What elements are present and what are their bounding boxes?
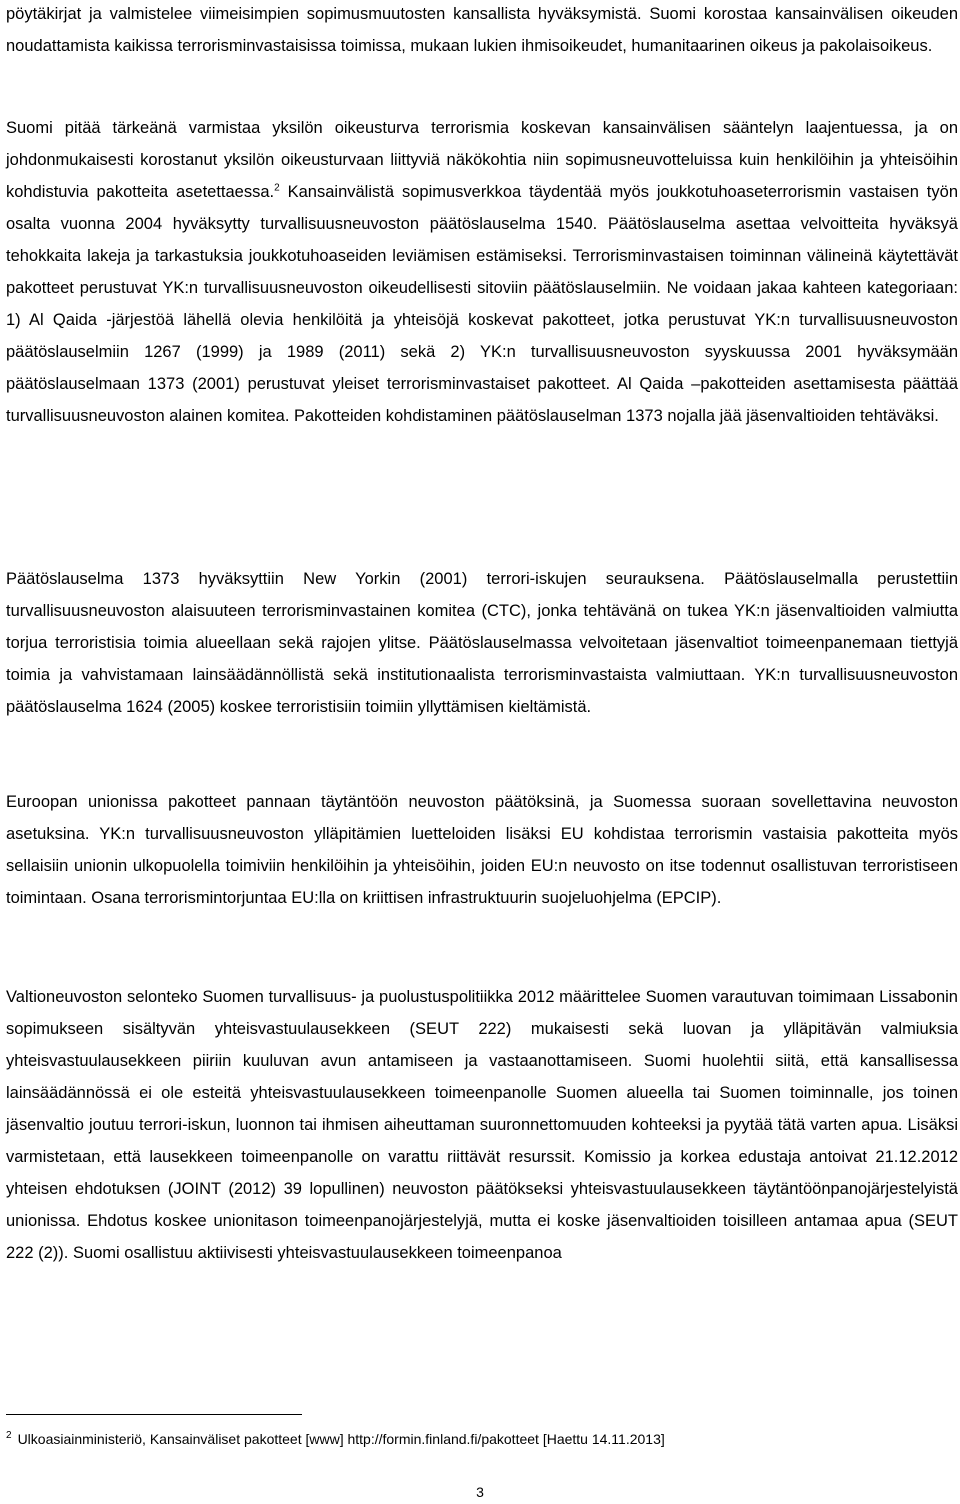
- paragraph-resolution-1373: Päätöslauselma 1373 hyväksyttiin New Yorkin (2001) terrori-iskujen seurauksena. Päätöslauselmalla perustettiin turvallisuusneuvoston alaisuuteen terrorisminvastainen komitea (CTC), jonka tehtävänä on tukea YK:n jäsenvaltioiden valmiutta torjua terroristisia toimia alueellaan sekä rajojen ylitse. Päätöslauselmassa velvoitetaan jäsenvaltiot toimeenpanemaan tiettyjä toimia ja vahvistamaan lainsäädännöllistä sekä institutionaalista terrorisminvastaista valmiuttaan. YK:n turvallisuusneuvoston päätöslauselma 1624 (2005) koskee terroristisiin toimiin yllyttämisen kieltämistä.: [6, 570, 958, 716]
- footnote-marker: 2: [6, 1430, 12, 1442]
- paragraph-solidarity-clause: Valtioneuvoston selonteko Suomen turvallisuus- ja puolustuspolitiikka 2012 määrittelee Suomen varautuvan toimimaan Lissabonin sopimukseen sisältyvän yhteisvastuulausekkeen (SEUT 222) mukaisesti sekä luovan ja ylläpitävän valmiuksia yhteisvastuulausekkeen piiriin kuuluvan avun antamiseen ja vastaanottamiseen. Suomi huolehtii siitä, että kansallisessa lainsäädännössä ei ole esteitä yhteisvastuulausekkeen toimeenpanolle Suomen alueella tai Suomen toiminnalle, jos toinen jäsenvaltio joutuu terrori-iskun, luonnon tai ihmisen aiheuttaman suuronnettomuuden kohteeksi ja pyytää tätä varten apua. Lisäksi varmistetaan, että lausekkeen toimeenpanolle on varattu riittävät resurssit. Komissio ja korkea edustaja antoivat 21.12.2012 yhteisen ehdotuksen (JOINT (2012) 39 lopullinen) neuvoston päätökseksi yhteisvastuulausekkeen täytäntöönpanojärjestelyistä unionissa. Ehdotus koskee unionitason toimeenpanojärjestelyjä, mutta ei koske jäsenvaltioiden toisilleen antamaa apua (SEUT 222 (2)). Suomi osallistuu aktiivisesti yhteisvastuulausekkeen toimeenpanoa: [6, 988, 958, 1262]
- paragraph-eu-sanctions: Euroopan unionissa pakotteet pannaan täytäntöön neuvoston päätöksinä, ja Suomessa suoraan sovellettavina neuvoston asetuksina. YK:n turvallisuusneuvoston ylläpitämien luetteloiden lisäksi EU kohdistaa terrorismin vastaisia pakotteita myös sellaisiin unionin ulkopuolella toimiviin henkilöihin ja yhteisöihin, joiden EU:n neuvosto on itse todennut osallistuvan terroristiseen toimintaan. Osana terrorismintorjuntaa EU:lla on kriittisen infrastruktuurin suojeluohjelma (EPCIP).: [6, 793, 958, 907]
- paragraph-text-before-ref: Suomi pitää tärkeänä varmistaa yksilön oikeusturva terrorismia koskevan kansainvälisen sääntelyn laajentuessa, ja on johdonmukaisesti korostanut yksilön oikeusturvaan liittyviä näkökohtia niin sopimusneuvotteluissa kuin henkilöihin ja yhteisöihin kohdistuvia pakotteita asetettaessa.: [6, 119, 958, 201]
- footnote: [6, 1428, 958, 1450]
- paragraph-legal-protection: [6, 112, 958, 432]
- page-number: 3: [476, 1484, 484, 1500]
- paragraph-text-after-ref: Kansainvälistä sopimusverkkoa täydentää myös joukkotuhoaseterrorismin vastaisen työn osalta vuonna 2004 hyväksytty turvallisuusneuvoston päätöslauselma 1540. Päätöslauselma asettaa velvoitteita hyväksyä tehokkaita lakeja ja tarkastuksia joukkotuhoaseiden leviämisen estämiseksi. Terrorisminvastaisen toiminnan välineinä käytettävät pakotteet perustuvat YK:n turvallisuusneuvoston oikeudellisesti sitoviin päätöslauselmiin. Ne voidaan jakaa kahteen kategoriaan: 1) Al Qaida -järjestöä lähellä olevia henkilöitä ja yhteisöjä koskevat pakotteet, jotka perustuvat YK:n turvallisuusneuvoston päätöslauselmiin 1267 (1999) ja 1989 (2011) sekä 2) YK:n turvallisuusneuvoston syyskuussa 2001 hyväksymään päätöslauselmaan 1373 (2001) perustuvat yleiset terrorisminvastaiset pakotteet. Al Qaida –pakotteiden asettamisesta päättää turvallisuusneuvoston alainen komitea. Pakotteiden kohdistaminen päätöslauselman 1373 nojalla jää jäsenvaltioiden tehtäväksi.: [6, 183, 958, 425]
- footnote-reference[interactable]: 2: [274, 182, 280, 194]
- footnote-divider: [6, 1414, 302, 1415]
- paragraph-intro: pöytäkirjat ja valmistelee viimeisimpien sopimusmuutosten kansallista hyväksymistä. Suomi korostaa kansainvälisen oikeuden noudattamista kaikissa terrorisminvastaisissa toimissa, mukaan lukien ihmisoikeudet, humanitaarinen oikeus ja pakolaisoikeus.: [6, 5, 958, 55]
- footnote-text[interactable]: Ulkoasiainministeriö, Kansainväliset pakotteet [www] http://formin.finland.fi/pakotteet [Haettu 14.11.2013]: [17, 1431, 665, 1447]
